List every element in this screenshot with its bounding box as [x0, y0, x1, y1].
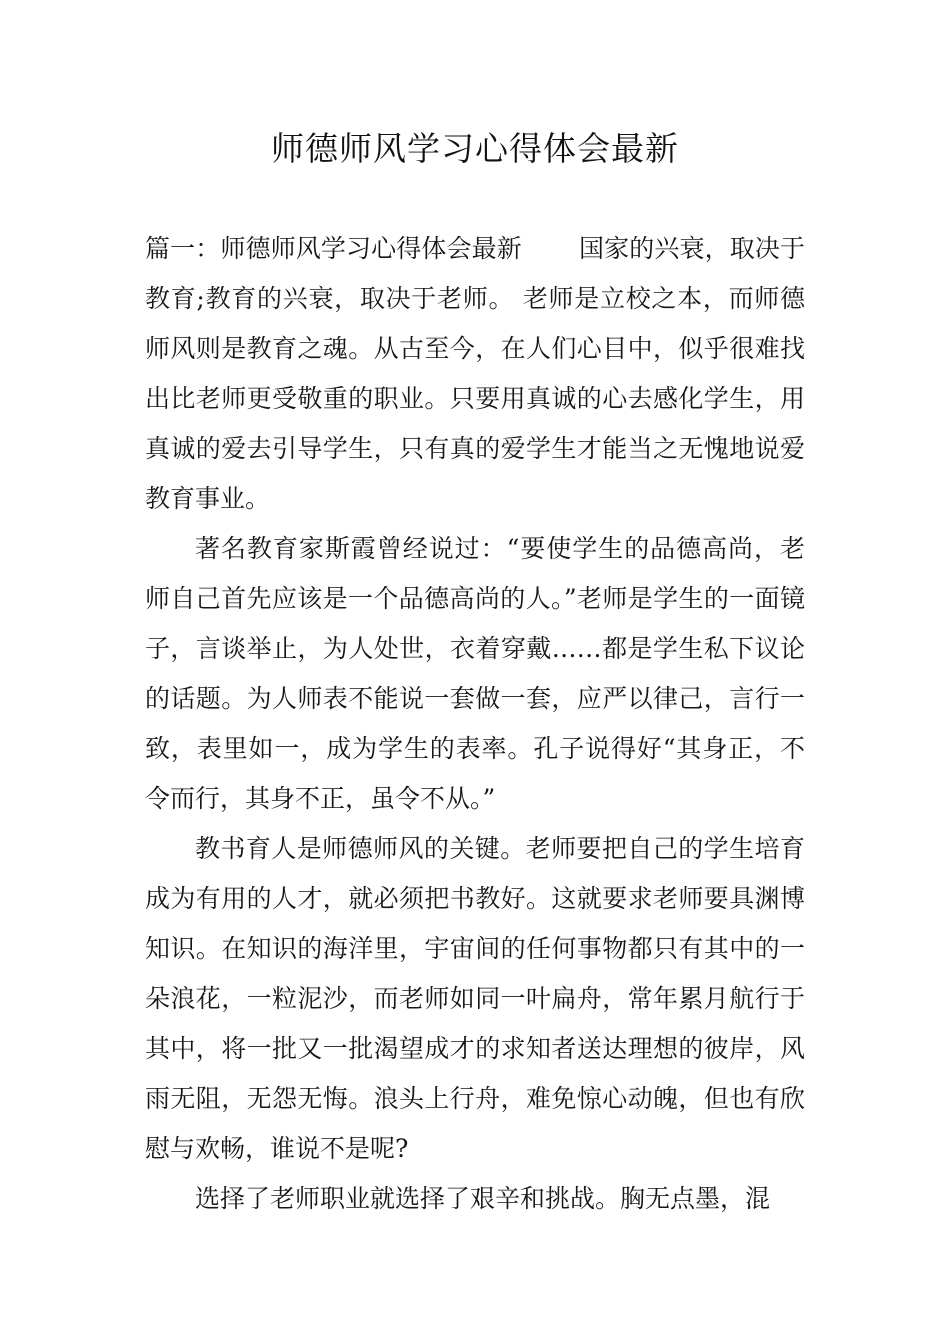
document-title: 师德师风学习心得体会最新	[271, 129, 679, 168]
section-label: 篇一：师德师风学习心得体会最新	[145, 234, 522, 263]
body-paragraph: 著名教育家斯霞曾经说过：“要使学生的品德高尚，老师自己首先应该是一个品德高尚的人。”老师是学生的一面镜子，言谈举止，为人处世，衣着穿戴……都是学生私下议论的话题。为人师表不能说一套做一套，应严以律己，言行一致，表里如一，成为学生的表率。孔子说得好“其身正，不令而行，其身不正，虽令不从。”	[145, 534, 805, 813]
intro-text: 国家的兴衰，取决于教育;教育的兴衰，取决于老师。 老师是立校之本，而师德师风则是教育之魂。从古至今，在人们心目中，似乎很难找出比老师更受敬重的职业。只要用真诚的心去感化学生，用真诚的爱去引导学生，只有真的爱学生才能当之无愧地说爱教育事业。	[145, 234, 805, 513]
body-paragraph: 教书育人是师德师风的关键。老师要把自己的学生培育成为有用的人才，就必须把书教好。这就要求老师要具渊博知识。在知识的海洋里，宇宙间的任何事物都只有其中的一朵浪花，一粒泥沙，而老师如同一叶扁舟，常年累月航行于其中，将一批又一批渴望成才的求知者送达理想的彼岸，风雨无阻，无怨无悔。浪头上行舟，难免惊心动魄，但也有欣慰与欢畅，谁说不是呢?	[145, 834, 805, 1163]
intro-paragraph	[145, 224, 805, 524]
body-paragraph: 选择了老师职业就选择了艰辛和挑战。胸无点墨，混	[195, 1184, 771, 1213]
document-body	[145, 224, 805, 1224]
